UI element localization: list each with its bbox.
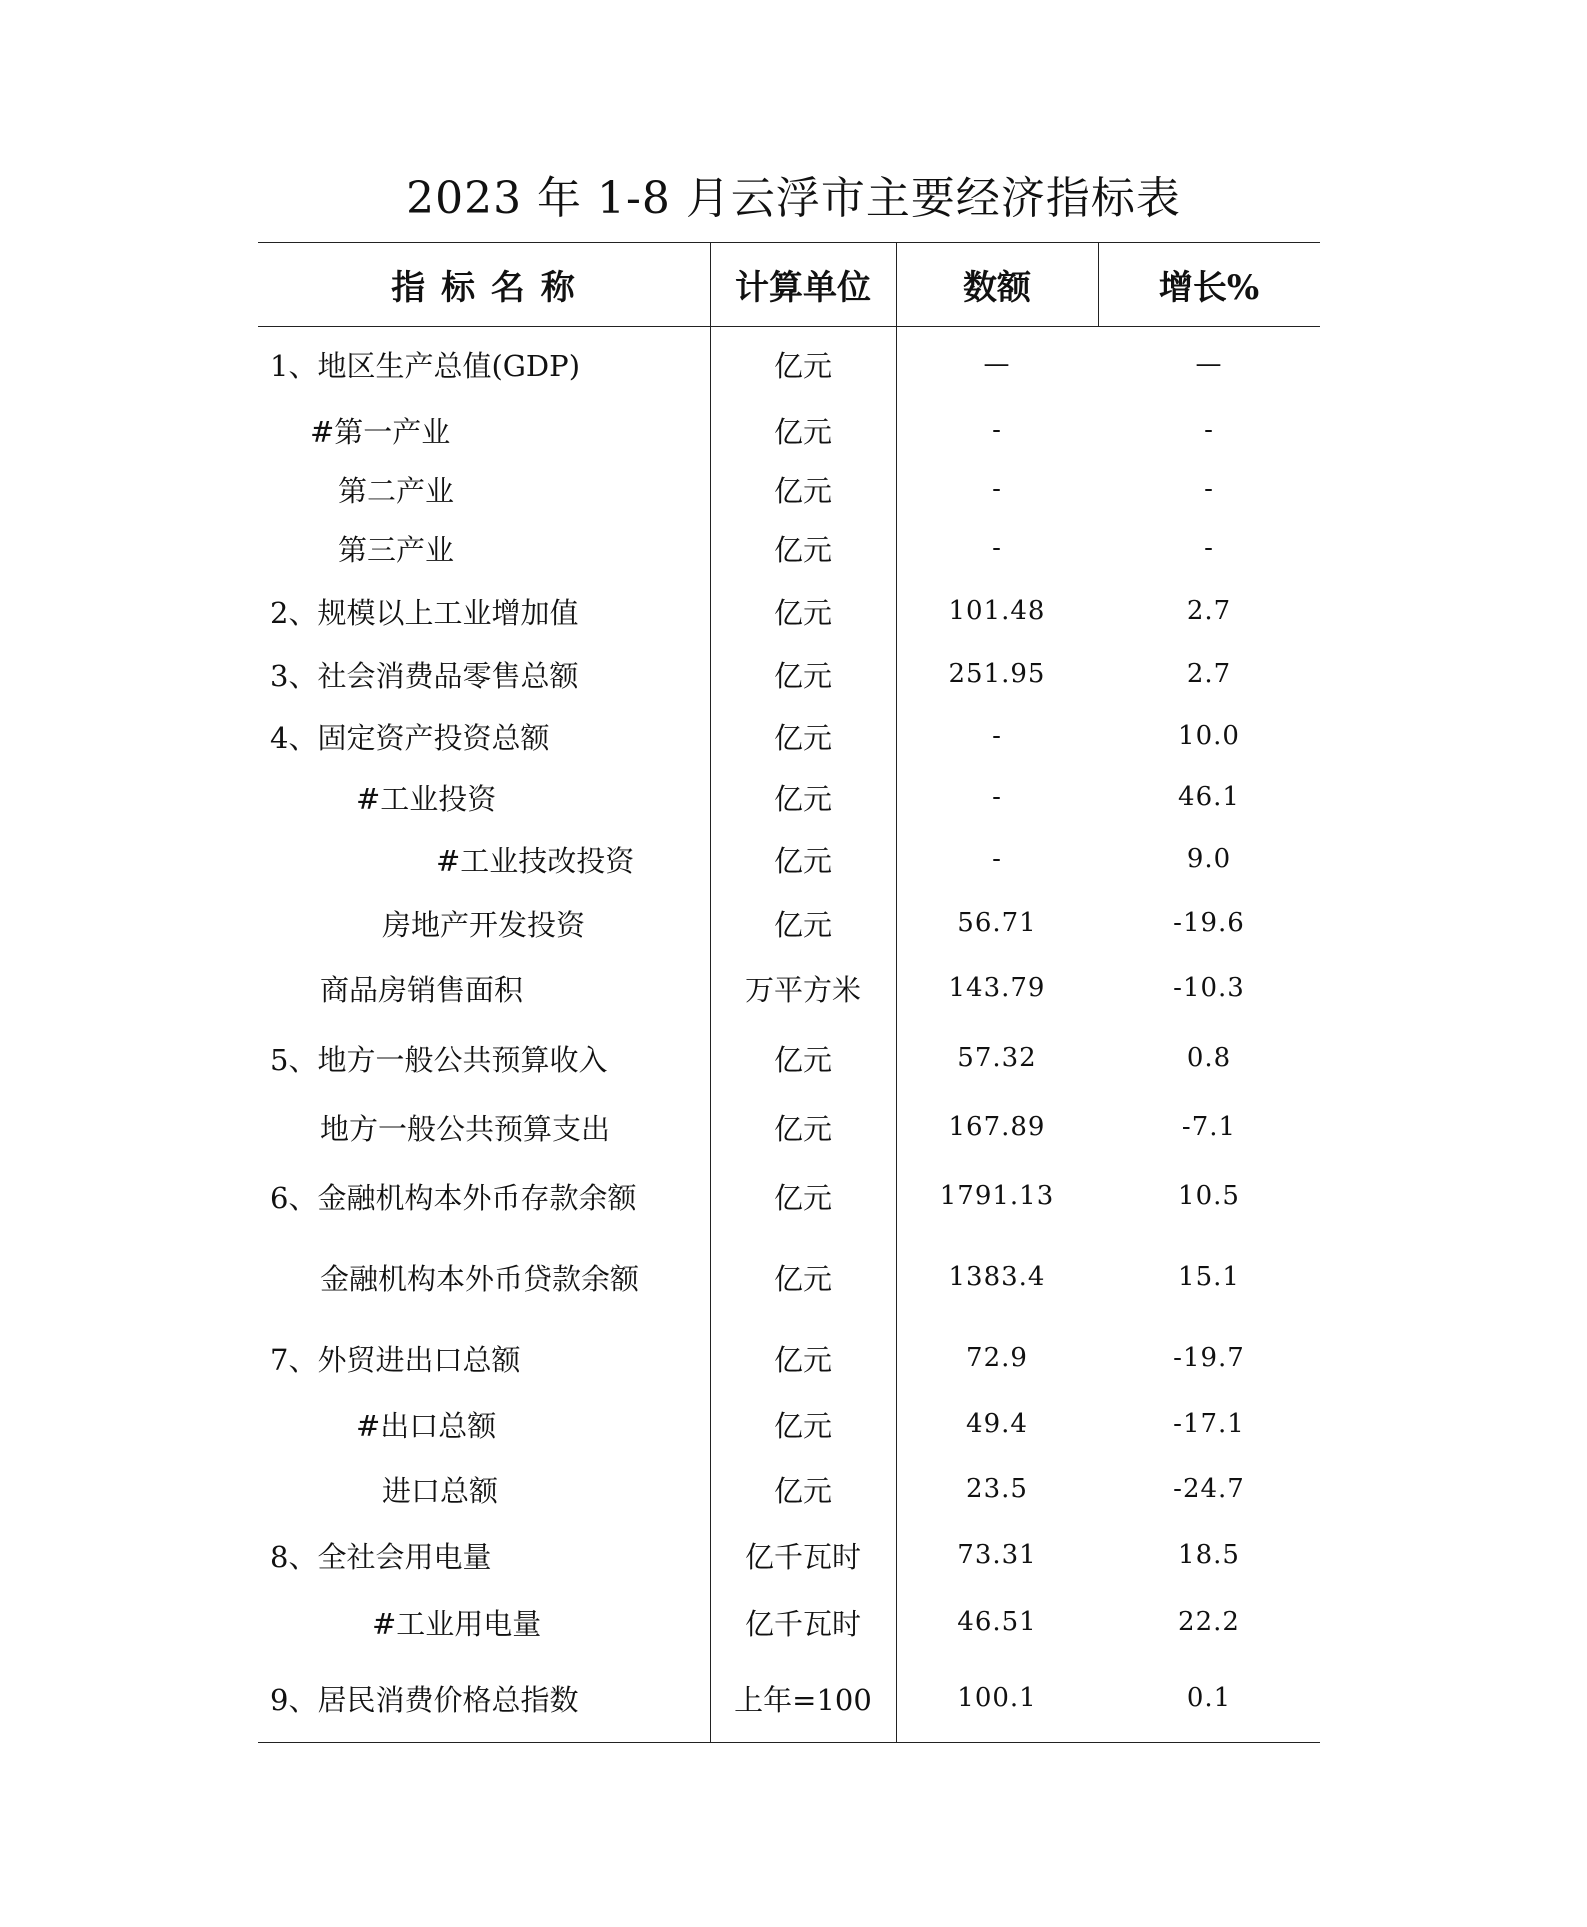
indicator-table: [258, 242, 1320, 1742]
growth-cell: -19.6: [1173, 908, 1245, 938]
growth-cell: 18.5: [1178, 1540, 1240, 1570]
header-bottom-rule: [258, 326, 1320, 327]
table-row: [258, 959, 1320, 1017]
indicator-name: 5、地方一般公共预算收入: [270, 1042, 608, 1077]
table-row: [258, 1397, 1320, 1451]
header-unit: 计算单位: [735, 267, 871, 308]
table-row: [258, 1098, 1320, 1156]
value-cell: -: [992, 721, 1002, 751]
indicator-name: 第三产业: [338, 532, 455, 567]
unit-cell: 亿元: [773, 1408, 832, 1443]
indicator-name: 第二产业: [338, 473, 455, 508]
unit-cell: 亿元: [773, 1342, 832, 1377]
growth-cell: 22.2: [1178, 1607, 1240, 1637]
unit-cell: 亿元: [773, 1261, 832, 1296]
indicator-name: 地方一般公共预算支出: [320, 1111, 611, 1146]
unit-cell: 亿元: [773, 843, 832, 878]
unit-cell: 亿元: [773, 1180, 832, 1215]
indicator-name: #第一产业: [310, 414, 451, 449]
indicator-name: #工业技改投资: [436, 843, 635, 878]
indicator-name: 2、规模以上工业增加值: [270, 595, 579, 630]
value-cell: 23.5: [966, 1474, 1028, 1504]
table-row: [258, 1246, 1320, 1308]
indicator-name: 7、外贸进出口总额: [270, 1342, 521, 1377]
value-cell: 46.51: [957, 1607, 1037, 1637]
table-row: [258, 832, 1320, 886]
unit-cell: 亿元: [773, 1111, 832, 1146]
growth-cell: 46.1: [1178, 782, 1240, 812]
growth-cell: -10.3: [1173, 973, 1245, 1003]
growth-cell: -17.1: [1173, 1409, 1245, 1439]
indicator-name: 6、金融机构本外币存款余额: [270, 1180, 637, 1215]
growth-cell: 10.5: [1178, 1181, 1240, 1211]
growth-cell: 9.0: [1186, 844, 1232, 874]
unit-cell: 万平方米: [744, 972, 861, 1007]
growth-cell: -: [1204, 474, 1214, 504]
indicator-name: 4、固定资产投资总额: [270, 720, 550, 755]
indicator-name: #出口总额: [356, 1408, 497, 1443]
indicator-name: 1、地区生产总值(GDP): [270, 348, 581, 383]
value-cell: 1383.4: [948, 1262, 1046, 1292]
header-value: 数额: [963, 267, 1031, 308]
indicator-name: 金融机构本外币贷款余额: [320, 1261, 640, 1296]
unit-cell: 亿元: [773, 907, 832, 942]
table-row: [258, 584, 1320, 638]
table-row: [258, 1526, 1320, 1584]
header-growth: 增长%: [1158, 267, 1260, 308]
value-cell: 100.1: [957, 1683, 1037, 1713]
table-row: [258, 1029, 1320, 1087]
unit-cell: 亿元: [773, 1473, 832, 1508]
value-cell: -: [992, 415, 1002, 445]
table-row: [258, 894, 1320, 952]
value-cell: -: [992, 844, 1002, 874]
value-cell: 251.95: [948, 659, 1046, 689]
value-cell: 101.48: [948, 596, 1046, 626]
growth-cell: 15.1: [1178, 1262, 1240, 1292]
value-cell: -: [992, 533, 1002, 563]
indicator-name: 商品房销售面积: [320, 972, 524, 1007]
growth-cell: —: [1195, 349, 1223, 379]
page-title: 2023 年 1-8 月云浮市主要经济指标表: [406, 173, 1181, 224]
unit-cell: 亿元: [773, 532, 832, 567]
table-row: [258, 770, 1320, 824]
table-row: [258, 464, 1320, 514]
value-cell: 49.4: [966, 1409, 1028, 1439]
growth-cell: 10.0: [1178, 721, 1240, 751]
growth-cell: -24.7: [1173, 1474, 1245, 1504]
growth-cell: -7.1: [1181, 1112, 1237, 1142]
table-row: [258, 1327, 1320, 1389]
value-cell: 57.32: [957, 1043, 1037, 1073]
value-cell: -: [992, 474, 1002, 504]
table-row: [258, 1593, 1320, 1651]
value-cell: 56.71: [957, 908, 1037, 938]
table-row: [258, 405, 1320, 455]
table-row: [258, 1462, 1320, 1516]
unit-cell: 亿元: [773, 414, 832, 449]
unit-cell: 亿元: [773, 1042, 832, 1077]
value-cell: 72.9: [966, 1343, 1028, 1373]
table-row: [258, 709, 1320, 763]
unit-cell: 亿元: [773, 473, 832, 508]
unit-cell: 亿千瓦时: [744, 1539, 861, 1574]
growth-cell: 2.7: [1186, 659, 1232, 689]
growth-cell: 0.1: [1186, 1683, 1232, 1713]
table-row: [258, 647, 1320, 701]
value-cell: 73.31: [957, 1540, 1037, 1570]
unit-cell: 亿元: [773, 348, 832, 383]
table-row: [258, 1667, 1320, 1729]
unit-cell: 亿元: [773, 720, 832, 755]
unit-cell: 亿元: [773, 781, 832, 816]
table-row: [258, 523, 1320, 573]
unit-cell: 亿元: [773, 595, 832, 630]
value-cell: —: [983, 349, 1011, 379]
indicator-name: 进口总额: [382, 1473, 499, 1508]
value-cell: -: [992, 782, 1002, 812]
value-cell: 167.89: [948, 1112, 1046, 1142]
growth-cell: -: [1204, 533, 1214, 563]
table-row: [258, 1165, 1320, 1227]
growth-cell: 0.8: [1186, 1043, 1232, 1073]
unit-cell: 亿千瓦时: [744, 1606, 861, 1641]
indicator-name: 房地产开发投资: [382, 907, 586, 942]
indicator-name: 8、全社会用电量: [270, 1539, 492, 1574]
unit-cell: 上年=100: [734, 1682, 872, 1717]
header-indicator-name: 指 标 名 称: [391, 267, 577, 308]
growth-cell: 2.7: [1186, 596, 1232, 626]
growth-cell: -19.7: [1173, 1343, 1245, 1373]
unit-cell: 亿元: [773, 658, 832, 693]
indicator-name: #工业用电量: [372, 1606, 542, 1641]
indicator-name: 3、社会消费品零售总额: [270, 658, 579, 693]
table-row: [258, 335, 1320, 393]
value-cell: 1791.13: [939, 1181, 1055, 1211]
indicator-name: #工业投资: [356, 781, 497, 816]
indicator-name: 9、居民消费价格总指数: [270, 1682, 579, 1717]
value-cell: 143.79: [948, 973, 1046, 1003]
growth-cell: -: [1204, 415, 1214, 445]
table-bottom-rule: [258, 1742, 1320, 1743]
